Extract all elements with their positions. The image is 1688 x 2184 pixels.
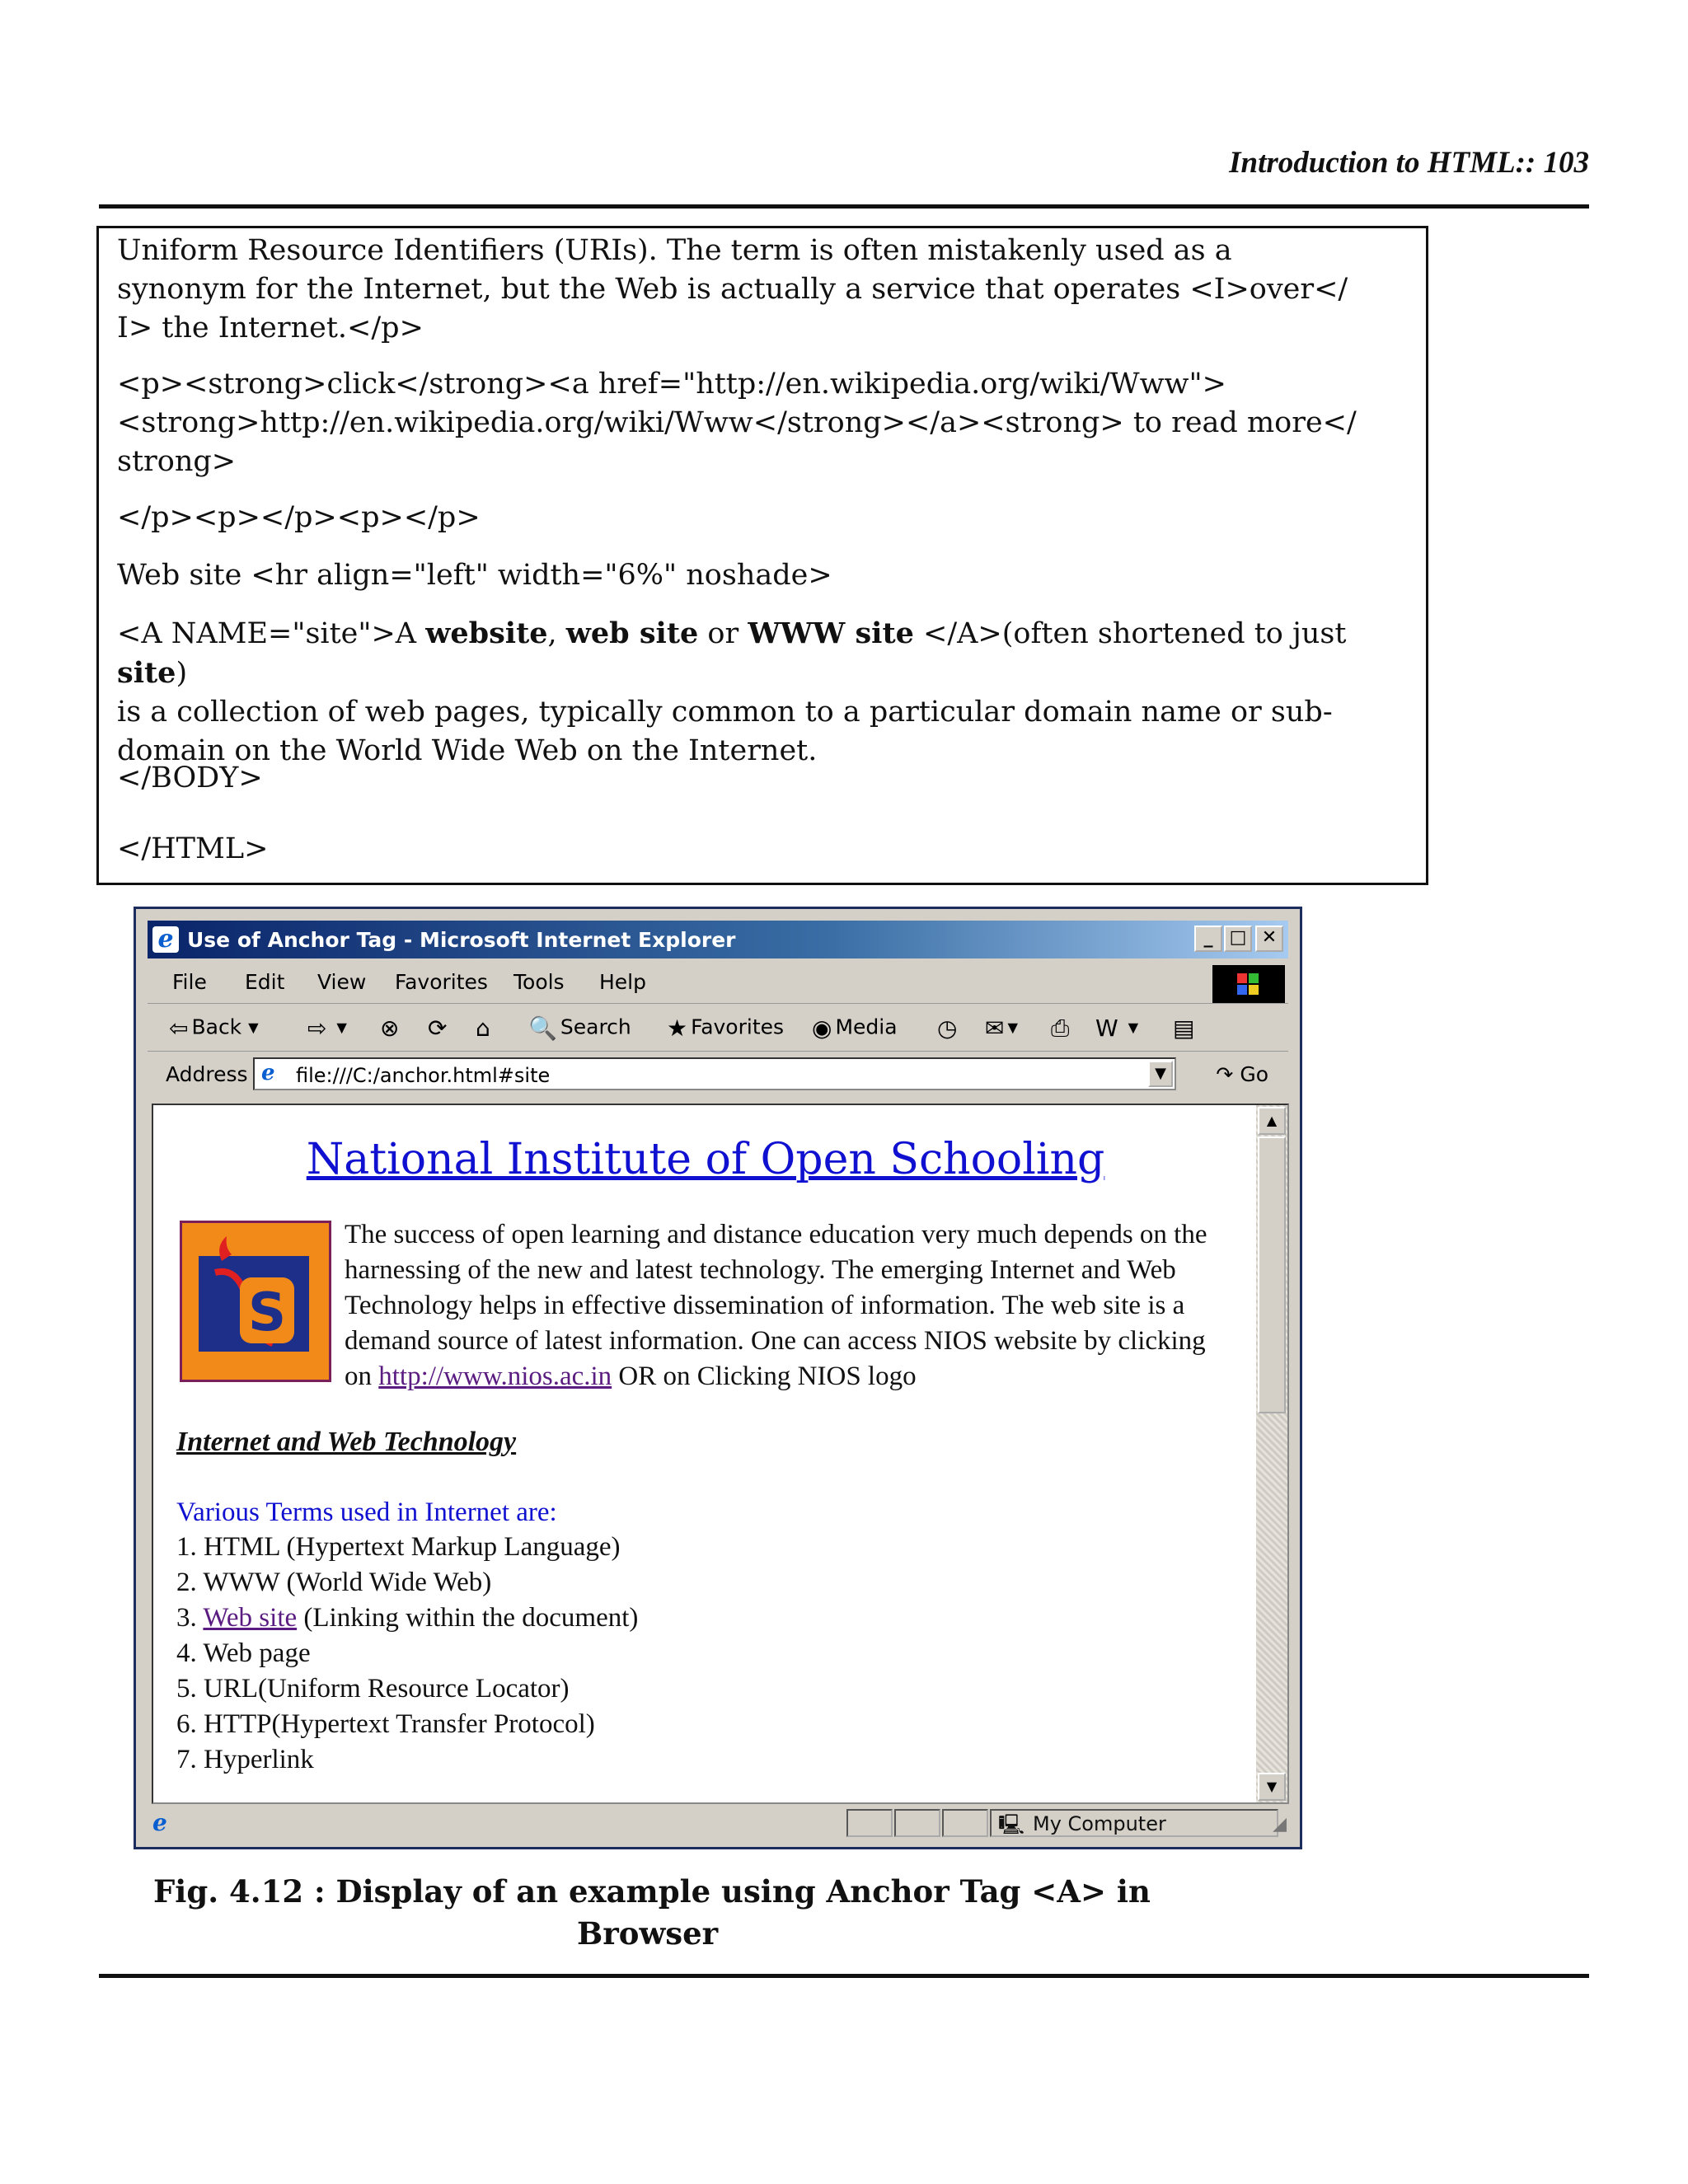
favorites-label: Favorites: [691, 1015, 785, 1039]
favorites-icon: ★: [667, 1015, 688, 1042]
mail-button[interactable]: ✉ ▾: [985, 1015, 1019, 1042]
scrollbar-thumb[interactable]: [1258, 1137, 1286, 1413]
refresh-button[interactable]: [428, 1015, 450, 1042]
search-icon: 🔍: [528, 1015, 557, 1042]
forward-arrow-icon: ⇨: [307, 1015, 327, 1042]
list-item: [176, 1638, 311, 1669]
zone-label: My Computer: [1033, 1812, 1166, 1835]
anchor-text-part: </A>(often shortened to just: [913, 617, 1356, 650]
print-icon: ⎙: [1051, 1015, 1070, 1042]
figure-caption: [153, 1871, 1167, 1955]
back-button[interactable]: ⇦ Back ▾: [169, 1015, 259, 1042]
item-number: 3.: [176, 1603, 204, 1633]
item-number: 5.: [176, 1674, 204, 1704]
page-header: [99, 140, 1589, 209]
item-text: (Linking within the document): [297, 1603, 639, 1633]
list-item: [176, 1532, 621, 1563]
code-anchor-paragraph: [117, 614, 1423, 771]
list-item: [176, 1568, 491, 1598]
page-viewport[interactable]: [152, 1104, 1289, 1804]
search-button[interactable]: [528, 1015, 631, 1042]
menu-favorites[interactable]: Favorites: [395, 970, 488, 994]
document-icon: ▤: [1173, 1015, 1195, 1042]
web-site-link[interactable]: Web site: [203, 1603, 298, 1633]
favorites-button[interactable]: [667, 1015, 784, 1042]
intro-text: The success of open learning and distance education very much depends on the harnessing of the new and latest technology. The emerging Internet and Web Technology helps in effective dissemination of information. The web site is a demand source of latest information. One can access NIOS website by clicking on: [345, 1220, 1207, 1391]
vertical-scrollbar[interactable]: [1256, 1105, 1287, 1802]
item-text: HTML (Hypertext Markup Language): [204, 1532, 621, 1562]
anchor-text-part: ) is a collection of web pages, typically common to a particular domain name or sub- domain on the World Wide Web on the Internet.: [117, 657, 1333, 767]
svg-text:S: S: [247, 1282, 287, 1343]
item-number: 7.: [176, 1745, 204, 1774]
address-dropdown-icon[interactable]: ▼: [1148, 1061, 1173, 1087]
status-cell: [894, 1809, 940, 1837]
item-text: WWW (World Wide Web): [203, 1568, 492, 1597]
windows-logo-icon: [1212, 965, 1285, 1003]
standard-toolbar: [148, 1005, 1288, 1052]
resize-grip-icon[interactable]: ◢: [1273, 1814, 1287, 1835]
item-text: HTTP(Hypertext Transfer Protocol): [204, 1709, 595, 1739]
stop-icon: ⊗: [380, 1015, 400, 1042]
list-item: [176, 1603, 638, 1633]
browser-window: [134, 907, 1302, 1849]
menu-tools[interactable]: Tools: [513, 970, 565, 994]
item-number: 1.: [176, 1532, 204, 1562]
bold-term: website: [425, 616, 548, 650]
scroll-down-icon[interactable]: ▼: [1258, 1773, 1286, 1801]
page-icon: e: [261, 1061, 275, 1085]
code-line-html-close: </HTML>: [117, 832, 269, 865]
bold-term: web site: [565, 616, 699, 650]
media-button[interactable]: [812, 1015, 898, 1042]
caption-line-2: Browser: [577, 1915, 719, 1952]
nios-url-link[interactable]: http://www.nios.ac.in: [378, 1361, 612, 1391]
refresh-icon: ⟳: [428, 1015, 448, 1042]
intro-tail: OR on Clicking NIOS logo: [612, 1361, 917, 1391]
media-icon: ◉: [812, 1015, 832, 1042]
status-cell: [846, 1809, 893, 1837]
back-label: Back: [191, 1015, 242, 1039]
mail-icon: ✉: [985, 1015, 1005, 1042]
item-text: Web page: [203, 1638, 311, 1668]
separator: ,: [547, 617, 566, 650]
history-icon: ◷: [937, 1015, 958, 1042]
go-label: Go: [1240, 1062, 1268, 1086]
code-line-body-close: </BODY>: [117, 762, 263, 794]
address-input[interactable]: [253, 1057, 1176, 1090]
terms-heading: Various Terms used in Internet are:: [176, 1497, 557, 1527]
back-arrow-icon: ⇦: [169, 1015, 189, 1042]
zone-cell: [990, 1809, 1278, 1837]
caption-line-1: Fig. 4.12 : Display of an example using Anchor Tag <A> in: [153, 1873, 1151, 1910]
search-label: Search: [560, 1015, 631, 1039]
status-cell: [942, 1809, 988, 1837]
code-line-uri: Uniform Resource Identifiers (URIs). The term is often mistakenly used as a synonym for the Internet, but the Web is actually a service that operates <I>over</ I> the Internet.</p>: [117, 234, 1348, 344]
scroll-up-icon[interactable]: ▲: [1258, 1107, 1286, 1135]
minimize-icon[interactable]: _: [1194, 926, 1222, 952]
status-bar: [148, 1807, 1288, 1840]
computer-icon: 🖳: [998, 1813, 1025, 1836]
menu-bar: [148, 962, 1288, 1004]
stop-button[interactable]: [380, 1015, 402, 1042]
menu-edit[interactable]: Edit: [245, 970, 285, 994]
print-button[interactable]: [1051, 1015, 1072, 1043]
item-number: 6.: [176, 1709, 204, 1739]
word-icon: W: [1095, 1015, 1118, 1042]
list-item: [176, 1674, 570, 1704]
item-number: 4.: [176, 1638, 204, 1668]
close-icon[interactable]: ✕: [1255, 926, 1283, 952]
item-text: Hyperlink: [204, 1745, 314, 1774]
running-header-title: Introduction to HTML:: 103: [1229, 146, 1589, 180]
nios-logo-image[interactable]: [180, 1221, 331, 1382]
menu-view[interactable]: View: [317, 970, 367, 994]
maximize-icon[interactable]: □: [1224, 926, 1252, 952]
anchor-text-part: <A NAME="site">A: [117, 617, 426, 650]
window-title: Use of Anchor Tag - Microsoft Internet Explorer: [187, 928, 736, 952]
forward-button[interactable]: ⇨ ▾: [307, 1015, 347, 1042]
go-button[interactable]: [1216, 1062, 1268, 1086]
home-icon: ⌂: [476, 1015, 490, 1042]
item-text: URL(Uniform Resource Locator): [204, 1674, 570, 1704]
code-line-hr: Web site <hr align="left" width="6%" noshade>: [117, 559, 832, 592]
address-bar: [148, 1052, 1288, 1097]
intro-paragraph: [345, 1217, 1235, 1394]
media-label: Media: [835, 1015, 898, 1039]
item-number: 2.: [176, 1568, 204, 1597]
edit-button[interactable]: W ▾: [1095, 1015, 1139, 1042]
page-heading-link[interactable]: National Institute of Open Schooling: [306, 1135, 1105, 1184]
section-heading: Internet and Web Technology: [176, 1427, 517, 1457]
internet-explorer-icon: e: [152, 926, 179, 953]
menu-help[interactable]: Help: [599, 970, 646, 994]
address-value: file:///C:/anchor.html#site: [296, 1064, 551, 1087]
address-label: Address: [166, 1062, 248, 1086]
history-button[interactable]: [937, 1015, 960, 1042]
home-button[interactable]: [476, 1015, 494, 1042]
discuss-button[interactable]: [1173, 1015, 1198, 1042]
bold-term: site: [117, 656, 176, 690]
list-item: [176, 1745, 314, 1775]
footer-rule: [99, 1974, 1589, 1978]
code-listing-box: [96, 226, 1428, 885]
nios-logo-graphic: [182, 1223, 329, 1380]
list-item: [176, 1709, 595, 1740]
go-arrow-icon: ↷: [1216, 1062, 1234, 1086]
separator: or: [698, 617, 748, 650]
code-line-empty-paragraphs: </p><p></p><p></p>: [117, 501, 481, 534]
code-line-strong-link: <p><strong>click</strong><a href="http://en.wikipedia.org/wiki/Www"> <strong>http://en.wikipedia.org/wiki/Www</strong></a><strong> to read more</ strong>: [117, 368, 1357, 478]
title-bar[interactable]: [148, 921, 1288, 958]
menu-file[interactable]: File: [172, 970, 207, 994]
page-status-icon: e: [152, 1809, 167, 1836]
bold-term: WWW site: [748, 616, 914, 650]
